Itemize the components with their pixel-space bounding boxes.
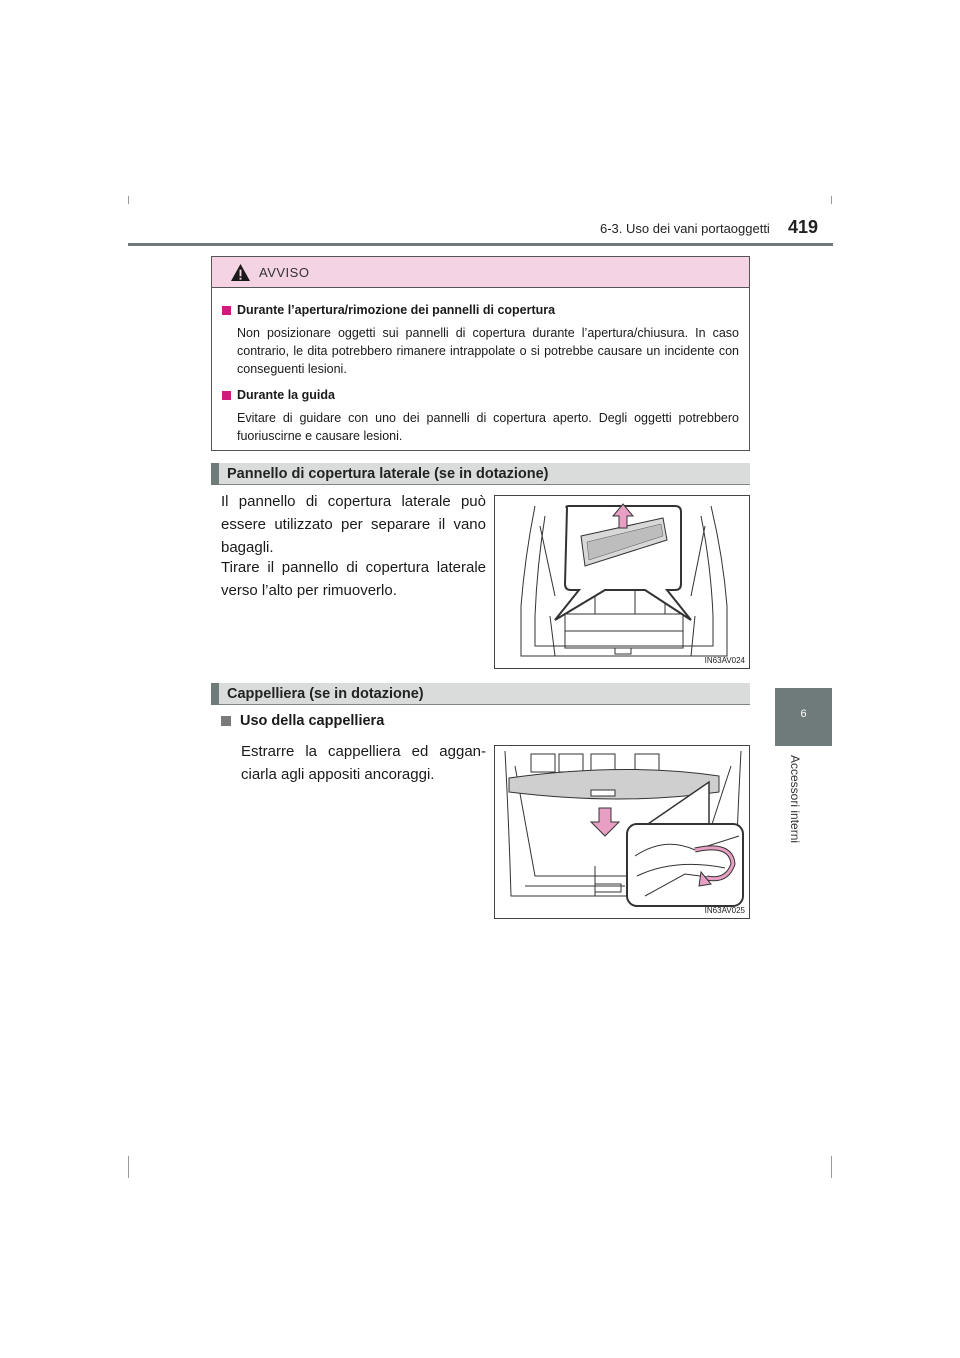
header-rule <box>128 243 833 246</box>
crop-mark <box>831 1156 832 1178</box>
body-paragraph: Il pannello di copertura laterale può essere utilizzato per separare il vano bagagli. <box>221 493 486 556</box>
figure-code: IN63AV024 <box>704 656 745 665</box>
header-section-title: 6-3. Uso dei vani portaoggetti <box>600 221 770 236</box>
crop-mark <box>128 196 129 204</box>
bullet-square-icon <box>221 716 231 726</box>
warning-item <box>222 386 739 445</box>
body-paragraph: Tirare il pannello di copertura laterale verso l’alto per rimuoverlo. <box>221 559 486 599</box>
car-trunk-side-panel-illustration <box>495 496 750 669</box>
crop-mark <box>831 196 832 204</box>
figure-side-cover-panel <box>494 495 750 669</box>
chapter-tab <box>775 688 832 746</box>
chapter-number: 6 <box>800 708 807 720</box>
warning-item-text: Non posizionare oggetti sui pannelli di copertura durante l’apertura/chiusura. In caso contrario, le dita potrebbero rimanere intrappolate o si potrebbe causare un incidente con conseguenti lesioni. <box>237 326 739 376</box>
bullet-square-icon <box>222 391 231 400</box>
body-paragraph: Estrarre la cappelliera ed aggan-ciarla agli appositi ancoraggi. <box>241 743 486 783</box>
warning-title: AVVISO <box>259 264 310 280</box>
warning-body <box>212 288 749 445</box>
section-heading <box>211 463 750 485</box>
bullet-square-icon <box>222 306 231 315</box>
section-title: Pannello di copertura laterale (se in dotazione) <box>227 465 549 482</box>
section-heading <box>211 683 750 705</box>
subheading <box>221 713 384 729</box>
warning-item <box>222 301 739 378</box>
warning-header <box>212 257 749 288</box>
warning-item-heading: Durante l’apertura/rimozione dei pannelli di copertura <box>237 303 556 317</box>
warning-item-text: Evitare di guidare con uno dei pannelli di copertura aperto. Degli oggetti potrebbero fuoriuscirne e causare lesioni. <box>237 411 739 443</box>
crop-mark <box>128 1156 129 1178</box>
page-number: 419 <box>788 217 819 237</box>
warning-box <box>211 256 750 451</box>
car-tonneau-cover-illustration <box>495 746 750 919</box>
section-title: Cappelliera (se in dotazione) <box>227 685 424 702</box>
warning-triangle-icon <box>230 263 251 282</box>
chapter-label: Accessori interni <box>788 755 802 844</box>
figure-code: IN63AV025 <box>704 906 745 915</box>
figure-tonneau-cover <box>494 745 750 919</box>
subheading-text: Uso della cappelliera <box>240 713 385 729</box>
warning-item-heading: Durante la guida <box>237 388 335 402</box>
